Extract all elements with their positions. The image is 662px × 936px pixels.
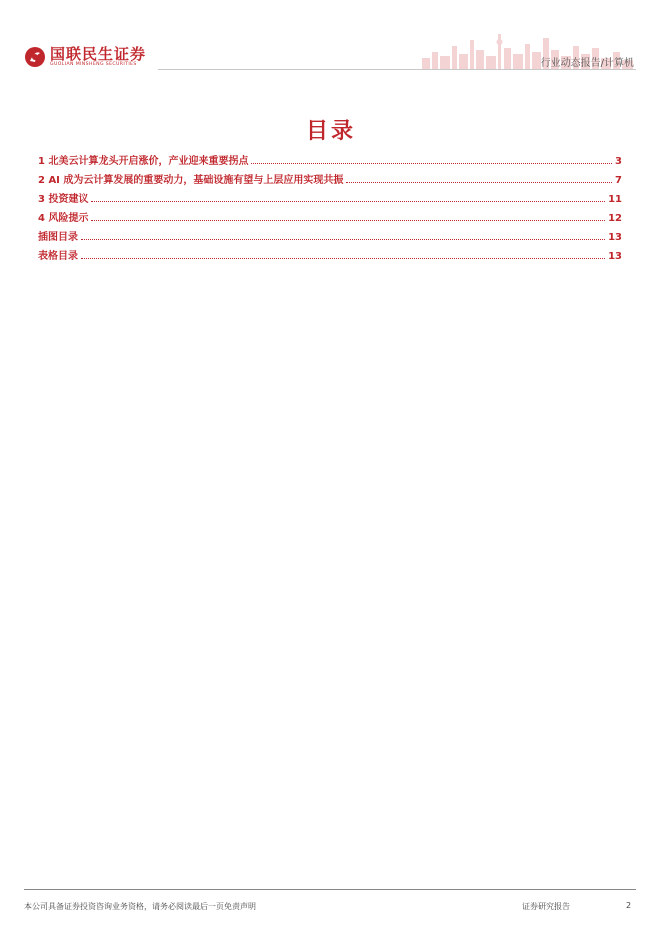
toc-entry-label: 4 风险提示 (38, 213, 89, 224)
toc-entry-label: 1 北美云计算龙头开启涨价，产业迎来重要拐点 (38, 156, 249, 167)
toc-entry-page: 12 (608, 213, 622, 224)
toc-entry[interactable] (38, 167, 622, 186)
footer-divider (24, 889, 636, 890)
toc-entry-page: 13 (608, 232, 622, 243)
toc-leader-dots (91, 200, 605, 202)
page-number: 2 (626, 901, 632, 910)
report-type-label: 行业动态报告/计算机 (540, 58, 634, 69)
header-divider (158, 69, 636, 70)
toc-entry-label: 3 投资建议 (38, 194, 89, 205)
toc-entry[interactable] (38, 148, 622, 167)
toc-entry-page: 11 (608, 194, 622, 205)
guolian-logo-icon (24, 46, 46, 68)
toc-entry[interactable] (38, 224, 622, 243)
toc-leader-dots (251, 162, 612, 164)
toc-entry[interactable] (38, 186, 622, 205)
toc-leader-dots (91, 219, 605, 221)
toc-leader-dots (346, 181, 612, 183)
toc-entry-page: 7 (615, 175, 622, 186)
toc-entry[interactable] (38, 205, 622, 224)
toc-entry-label: 插图目录 (38, 232, 78, 243)
toc-entry-label: 表格目录 (38, 251, 78, 262)
toc-title: 目录 (305, 119, 356, 144)
toc-leader-dots (81, 238, 605, 240)
toc-entry-label: 2 AI 成为云计算发展的重要动力，基础设施有望与上层应用实现共振 (38, 175, 344, 186)
toc-entry-page: 3 (615, 156, 622, 167)
table-of-contents (38, 148, 622, 262)
logo-chinese-name: 国联民生证券 (50, 45, 147, 63)
company-logo (24, 46, 146, 68)
logo-english-name: GUOLIAN MINSHENG SECURITIES (50, 62, 137, 67)
footer-disclaimer: 本公司具备证券投资咨询业务资格，请务必阅读最后一页免责声明 (24, 902, 256, 911)
toc-entry[interactable] (38, 243, 622, 262)
toc-leader-dots (81, 257, 605, 259)
page-header (0, 0, 662, 80)
footer-report-label: 证券研究报告 (522, 902, 570, 911)
toc-entry-page: 13 (608, 251, 622, 262)
